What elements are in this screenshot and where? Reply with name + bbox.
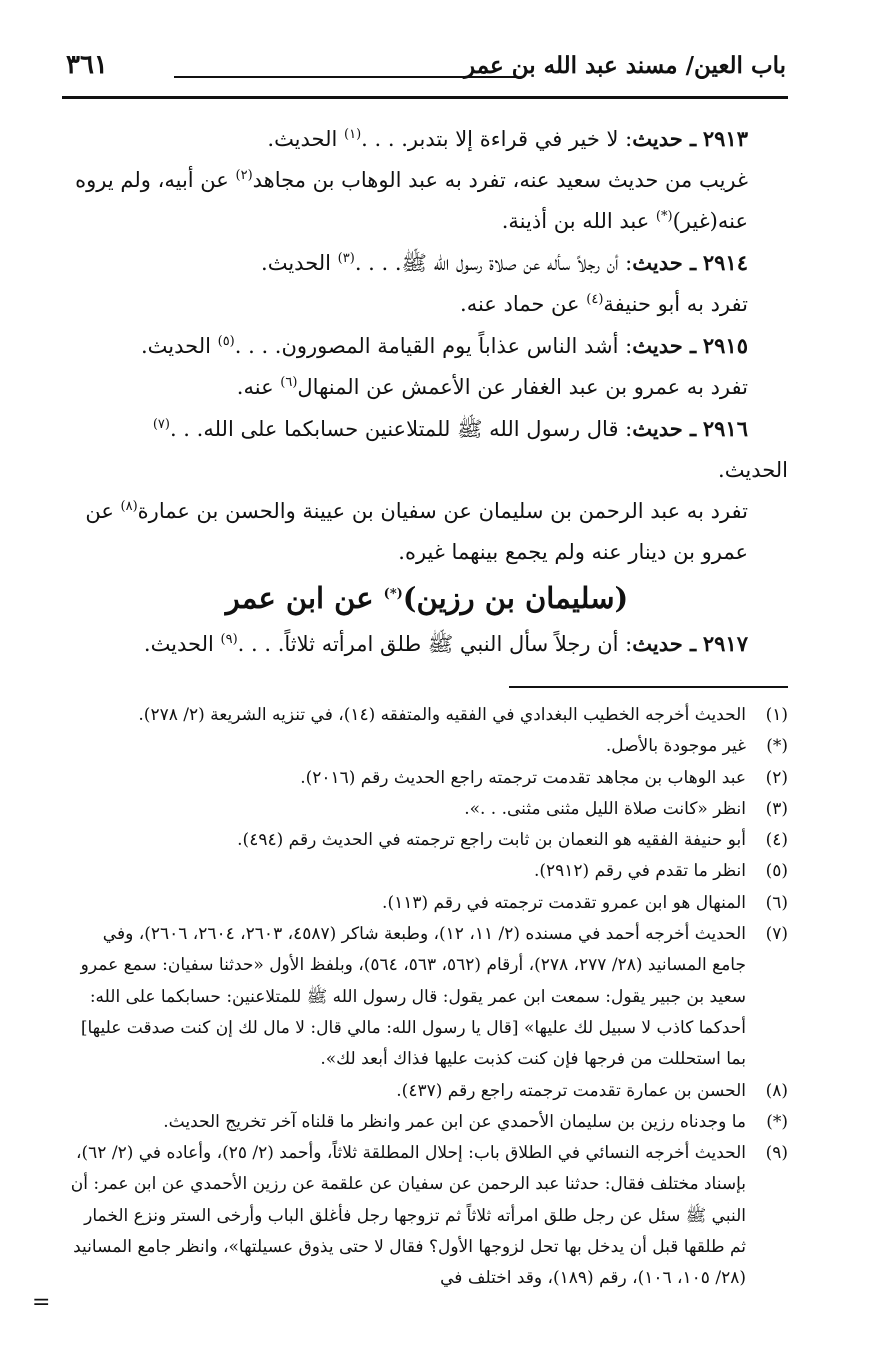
hadith-text: : أن رجلاً سأل النبي ﷺ طلق امرأته ثلاثاً. . . . <box>237 632 633 656</box>
footnote-text: غير موجودة بالأصل. <box>605 736 746 757</box>
hadith-entry: ٢٩١٣ ـ حديث: لا خير في قراءة إلا بتدبر. . . .$^{(١)}$ الحديث. <box>267 126 748 151</box>
hadith-entry: ٢٩١٥ ـ حديث: أشد الناس عذاباً يوم القيامة المصورون. . . .$^{(٥)}$ الحديث. <box>140 333 748 358</box>
footnote-mark: (٨) <box>765 1080 788 1101</box>
footnote-ref: (٥) <box>217 334 235 349</box>
footnote-text: عبد الوهاب بن مجاهد تقدمت ترجمته راجع الحديث رقم (٢٠١٦). <box>300 767 746 788</box>
footnote-text: المنهال هو ابن عمرو تقدمت ترجمته في رقم (١١٣). <box>382 892 746 913</box>
footnote <box>66 1107 788 1138</box>
hadith-keyword: ـ حديث <box>632 333 697 358</box>
hadith-note: تفرد به عمرو بن عبد الغفار عن الأعمش عن المنهال$^{(٦)}$ عنه. <box>236 375 748 399</box>
footnote <box>66 825 788 856</box>
footnote <box>66 731 788 762</box>
section-heading: (سليمان بن رزين)(*) عن ابن عمر <box>225 581 629 615</box>
hadith-note: تفرد به عبد الرحمن بن سليمان عن سفيان بن عيينة والحسن بن عمارة$^{(٨)}$ عن عمرو بن دينار عنه ولم يجمع بينهما غيره. <box>85 499 748 564</box>
page-number: ٣٦١ <box>66 50 108 80</box>
footnote-text: الحديث أخرجه النسائي في الطلاق باب: إحلال المطلقة ثلاثاً، وأحمد (٢/ ٢٥)، وأعاده في (٢/ ٦٢)، بإسناد مختلف فقال: حدثنا عبد الرحمن عن سفيان عن علقمة عن رزين الأحمدي عن ابن عمر: أن النبي ﷺ سئل عن رجل طلق امرأته ثلاثاً ثم تزوجها رجل فأغلق الباب وأرخى الستر ونزع الخمار ثم طلقها قبل أن يدخل بها تحل لزوجها الأول؟ فقال لا حتى يذوق عسيلتها»، وانظر جامع المسانيد (٢٨/ ١٠٥، ١٠٦)، رقم (١٨٩)، وقد اختلف في <box>70 1143 746 1289</box>
hadith-text: : أشد الناس عذاباً يوم القيامة المصورون. . . . <box>234 334 633 358</box>
hadith-number: ٢٩١٦ <box>702 416 748 441</box>
footnote-separator <box>509 686 788 688</box>
hadith-keyword: ـ حديث <box>632 416 697 441</box>
footnote-ref: (*) <box>655 209 673 224</box>
footnote-ref: (٤) <box>586 292 604 307</box>
footnote-mark: (١) <box>765 705 788 725</box>
page-header <box>62 46 788 99</box>
hadith-text: : قال رسول الله ﷺ للمتلاعنين حسابكما على الله. . . <box>169 417 633 441</box>
footnote <box>66 888 788 919</box>
hadith-continuation: الحديث. <box>718 458 788 482</box>
footnote-text: الحديث أخرجه الخطيب البغدادي في الفقيه والمتفقه (١٤)، في تنزيه الشريعة (٢/ ٢٧٨). <box>138 705 746 725</box>
footnote-mark: (*) <box>766 1111 788 1132</box>
footnote <box>66 1138 788 1294</box>
hadith-note: غريب من حديث سعيد عنه، تفرد به عبد الوهاب بن مجاهد$^{(٢)}$ عن أبيه، ولم يروه عنه(غير)(*) عبد الله بن أذينة. <box>75 168 748 233</box>
footnote-text: الحسن بن عمارة تقدمت ترجمته راجع رقم (٤٣٧). <box>396 1080 746 1101</box>
header-rule <box>174 76 516 78</box>
footnote-mark: (٤) <box>765 830 788 851</box>
footnote-text: ما وجدناه رزين بن سليمان الأحمدي عن ابن عمر وانظر ما قلناه آخر تخريج الحديث. <box>163 1111 746 1132</box>
footnote-mark: (٢) <box>765 767 788 788</box>
footnote-mark: (٣) <box>765 798 788 819</box>
footnote-ref: (٢) <box>235 168 253 183</box>
footnote <box>66 763 788 794</box>
hadith-text: : لا خير في قراءة إلا بتدبر. . . . <box>361 127 633 151</box>
footnotes <box>66 700 788 1295</box>
main-text <box>66 118 788 665</box>
hadith-entry <box>66 408 788 450</box>
footnote-mark: (٥) <box>765 861 788 882</box>
footnote-ref: (٩) <box>220 632 238 647</box>
hadith-number: ٢٩١٧ <box>702 631 748 656</box>
continuation-mark: = <box>32 1290 51 1315</box>
footnote-ref: (٣) <box>337 251 355 266</box>
footnote-ref: (٧) <box>152 417 170 432</box>
footnote-text: انظر ما تقدم في رقم (٢٩١٢). <box>533 861 746 882</box>
hadith-number: ٢٩١٣ <box>702 126 748 151</box>
hadith-keyword: ـ حديث <box>632 126 697 151</box>
footnote <box>66 700 788 731</box>
hadith-number: ٢٩١٥ <box>702 333 748 358</box>
hadith-note: تفرد به أبو حنيفة$^{(٤)}$ عن حماد عنه. <box>460 292 748 316</box>
hadith-entry: ٢٩١٤ ـ حديث: أن رجلاً سأله عن صلاة رسول الله ﷺ. . . .$^{(٣)}$ الحديث. <box>261 250 748 275</box>
hadith-number: ٢٩١٤ <box>702 250 748 275</box>
footnote <box>66 1076 788 1107</box>
hadith-entry: ٢٩١٧ ـ حديث: أن رجلاً سأل النبي ﷺ طلق امرأته ثلاثاً. . . .$^{(٩)}$ الحديث. <box>143 631 748 656</box>
footnote-text: انظر «كانت صلاة الليل مثنى مثنى. . .». <box>464 798 746 819</box>
footnote-mark: (٩) <box>765 1143 788 1164</box>
footnote-mark: (٧) <box>765 924 788 945</box>
footnote <box>66 794 788 825</box>
footnote <box>66 856 788 887</box>
footnote-mark: (*) <box>766 736 788 757</box>
footnote-ref: (١) <box>344 127 362 142</box>
footnote-text: أبو حنيفة الفقيه هو النعمان بن ثابت راجع ترجمته في الحديث رقم (٤٩٤). <box>237 830 746 851</box>
footnote-ref: (*) <box>383 586 403 602</box>
running-head: باب العين/ مسند عبد الله بن عمر <box>464 52 786 79</box>
footnote-mark: (٦) <box>765 892 788 913</box>
footnote-ref: (٦) <box>280 375 298 390</box>
footnote-ref: (٨) <box>120 499 138 514</box>
footnote-text: الحديث أخرجه أحمد في مسنده (٢/ ١١، ١٢)، وطبعة شاكر (٤٥٨٧، ٢٦٠٣، ٢٦٠٤، ٢٦٠٦)، وفي جامع المسانيد (٢٨/ ٢٧٧، ٢٧٨)، أرقام (٥٦٢، ٥٦٣، ٥٦٤)، وبلفظ الأول «حدثنا سفيان: سمع عمرو سعيد بن جبير يقول: سمعت ابن عمر يقول: قال رسول الله ﷺ للمتلاعنين: حسابكما على الله: أحدكما كاذب لا سبيل لك عليها» [قال يا رسول الله: مالي قال: لا مال لك إن كنت صدقت عليها] بما استحللت من فرجها فإن كنت كذبت عليها فذاك أبعد لك». <box>80 924 746 1070</box>
hadith-keyword: ـ حديث <box>632 631 697 656</box>
footnote <box>66 919 788 1075</box>
hadith-text: : أن رجلاً سأله عن صلاة رسول الله ﷺ. . . . <box>354 251 633 275</box>
hadith-keyword: ـ حديث <box>632 250 697 275</box>
